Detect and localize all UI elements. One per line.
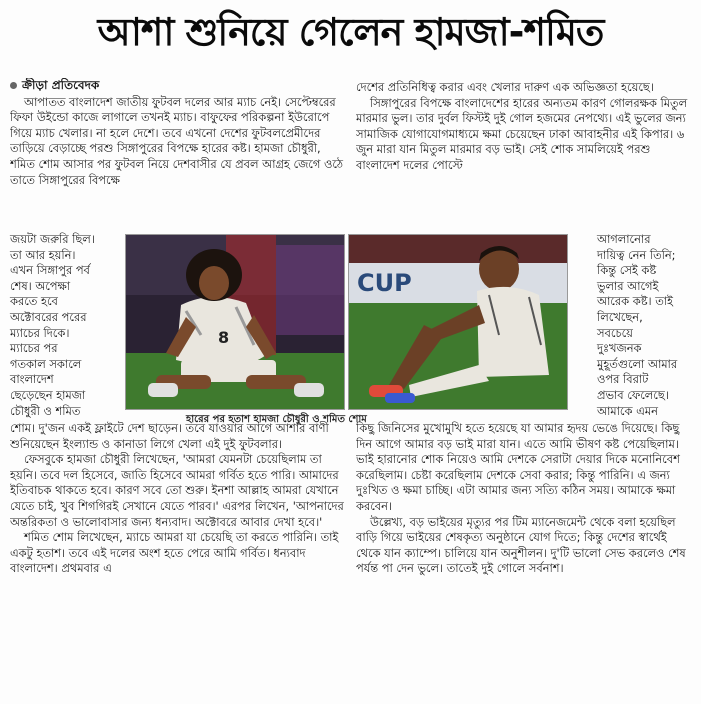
wrap-line: কিন্তু সেই কষ্ট	[597, 263, 657, 278]
board-text: CUP	[357, 269, 412, 297]
article-paragraph: সিঙ্গাপুরের বিপক্ষে বাংলাদেশের হারের অন্যতম কারণ গোলরক্ষক মিতুল মারমার ভুল। তার দুর্বল ফিস্টই দুই গোল হজমের নেপথ্যে। এই ভুলের জন্য সামাজিক যোগাযোগমাধ্যমে ক্ষমা চেয়েছেন ঢাকা আবাহনীর এই কিপার। ৬ জুন মারা যান মিতুল মারমার বড় ভাই। সেই শোক সামলিয়েই পরশু বাংলাদেশ দলের পোস্টে	[356, 95, 688, 172]
column-2-bottom	[356, 421, 692, 701]
bullet-icon	[10, 82, 17, 89]
article-paragraph: শমিত শোম লিখেছেন, ম্যাচে আমরা যা চেয়েছি তা করতে পারিনি। তাই একটু হতাশ। তবে এই দলের অংশ হতে পেরে আমি গর্বিত। ধন্যবাদ বাংলাদেশ। প্রথমবার এ	[10, 530, 339, 576]
wrap-line: আরেক কষ্ট। তাই	[597, 294, 673, 309]
photo-hamza-image	[126, 235, 344, 409]
column-1-bottom	[10, 421, 344, 701]
article-paragraph: দেশের প্রতিনিধিত্ব করার এবং খেলার দারুণ এক অভিজ্ঞতা হয়েছে।	[356, 80, 654, 94]
wrap-line: দায়িত্ব নেন তিনি;	[597, 247, 676, 262]
article-paragraph: উল্লেখ্য, বড় ভাইয়ের মৃত্যুর পর টিম ম্যানেজমেন্ট থেকে বলা হয়েছিল বাড়ি গিয়ে ভাইয়ের শেষকৃত্য অনুষ্ঠানে যোগ দিতে; কিন্তু দেশের স্বার্থেই থেকে যান ক্যাম্পে। চালিয়ে যান অনুশীলন। দু'টি ভালো সেভ করলেও শেষ পর্যন্ত পা দেন ভুলে। তাতেই দুই গোলে সর্বনাশ।	[356, 514, 686, 576]
wrap-line: বাংলাদেশ	[10, 372, 54, 387]
article-paragraph: ফেসবুকে হামজা চৌধুরী লিখেছেন, 'আমরা যেমনটা চেয়েছিলাম তা হয়নি। তবে দল হিসেবে, জাতি হিসেবে আমরা গর্বিত হতে পারি। আমাদের ইতিবাচক থাকতে হবে। কারণ সবে তো শুরু। ইনশা আল্লাহ আমরা যেখানে যেতে চাই, খুব শিগগিরই সেখানে যেতে পারব।' এরপর লিখেন, 'আপনাদের অন্তরিকতা ও ভালোবাসার জন্য ধন্যবাদ। অক্টোবরে আবার দেখা হবে।'	[10, 452, 344, 529]
wrap-line: শেষ। অপেক্ষা	[10, 278, 71, 293]
wrap-line: ভুলার আগেই	[597, 278, 659, 293]
wrap-line: ম্যাচের দিকে।	[10, 325, 70, 340]
wrap-line: অক্টোবরের পরের	[10, 309, 87, 324]
wrap-line: গতকাল সকালে	[10, 356, 82, 371]
column-2-wrap	[597, 232, 697, 419]
wrap-line: জয়টা জরুরি ছিল।	[10, 232, 95, 246]
wrap-line: চৌধুরী ও শমিত	[10, 403, 81, 418]
wrap-line: করতে হবে	[10, 294, 58, 309]
byline	[10, 78, 344, 94]
photo-hamza	[125, 234, 345, 410]
wrap-line: মুহূর্তগুলো আমার	[597, 356, 678, 371]
article-paragraph: আপাতত বাংলাদেশ জাতীয় ফুটবল দলের আর ম্যাচ নেই। সেপ্টেম্বরের ফিফা উইন্ডো কাজে লাগালে তখনই ম্যাচ। বাফুফের পরিকল্পনা ইউরোপে গিয়ে ম্যাচ খেলার। না হলে দেশে। তবে এখনো দেশের ফুটবলপ্রেমীদের তাড়িয়ে বেড়াচ্ছে পরশু সিঙ্গাপুরের বিপক্ষে হারের কষ্ট। হামজা চৌধুরী, শমিত শোম আসার পর ফুটবল নিয়ে দেশবাসীর যে প্রবল আগ্রহ জেগে ওঠে তাতে সিঙ্গাপুরের বিপক্ষে	[10, 94, 344, 187]
wrap-line: এখন সিঙ্গাপুর পর্ব	[10, 263, 90, 278]
wrap-line: ওপর বিরাট	[597, 372, 649, 387]
jersey-number: 8	[218, 328, 230, 347]
headline: আশা শুনিয়ে গেলেন হামজা-শমিত	[97, 10, 604, 54]
column-1-top	[10, 78, 344, 236]
wrap-line: প্রভাব ফেলেছে।	[597, 387, 669, 402]
article-paragraph: শোম। দু'জন একই ফ্লাইটে দেশ ছাড়েন। তবে যাওয়ার আগে আশার বাণী শুনিয়েছেন ইংল্যান্ড ও কানাডা লিগে খেলা এই দুই ফুটবলার।	[10, 421, 329, 451]
column-2-top	[356, 80, 692, 236]
byline-text: ক্রীড়া প্রতিবেদক	[22, 78, 100, 92]
wrap-line: দুঃখজনক	[597, 341, 642, 356]
photo-caption: হারের পর হতাশ হামজা চৌধুরী ও শমিত শোম	[186, 414, 367, 425]
column-1-wrap	[10, 232, 125, 419]
wrap-line: ছেড়েছেন হামজা	[10, 387, 86, 402]
wrap-line: লিখেছেন,	[597, 309, 643, 324]
photo-shamit	[348, 234, 568, 410]
wrap-line: আগলানোর	[597, 232, 651, 246]
article-paragraph: কিছু জিনিসের মুখোমুখি হতে হয়েছে যা আমার হৃদয় ভেঙে দিয়েছে। কিছু দিন আগে আমার বড় ভাই মারা যান। এতে আমি ভীষণ কষ্ট পেয়েছিলাম। ভাই হারানোর শোক নিয়েও আমি দেশকে সেরাটা দেয়ার দিকে মনোনিবেশ করেছিলাম। চেষ্টা করেছিলাম দেশকে সেবা করার; কিন্তু পারিনি। এ জন্য দুঃখিত ও ক্ষমা চাচ্ছি। এটা আমার জন্য সত্যি কঠিন সময়। আমাকে ক্ষমা করবেন।	[356, 421, 680, 513]
wrap-line: আমাকে এমন	[597, 403, 658, 418]
wrap-line: তা আর হয়নি।	[10, 247, 76, 262]
wrap-line: সবচেয়ে	[597, 325, 633, 340]
photo-shamit-image	[349, 235, 567, 409]
wrap-line: ম্যাচের পর	[10, 341, 58, 356]
